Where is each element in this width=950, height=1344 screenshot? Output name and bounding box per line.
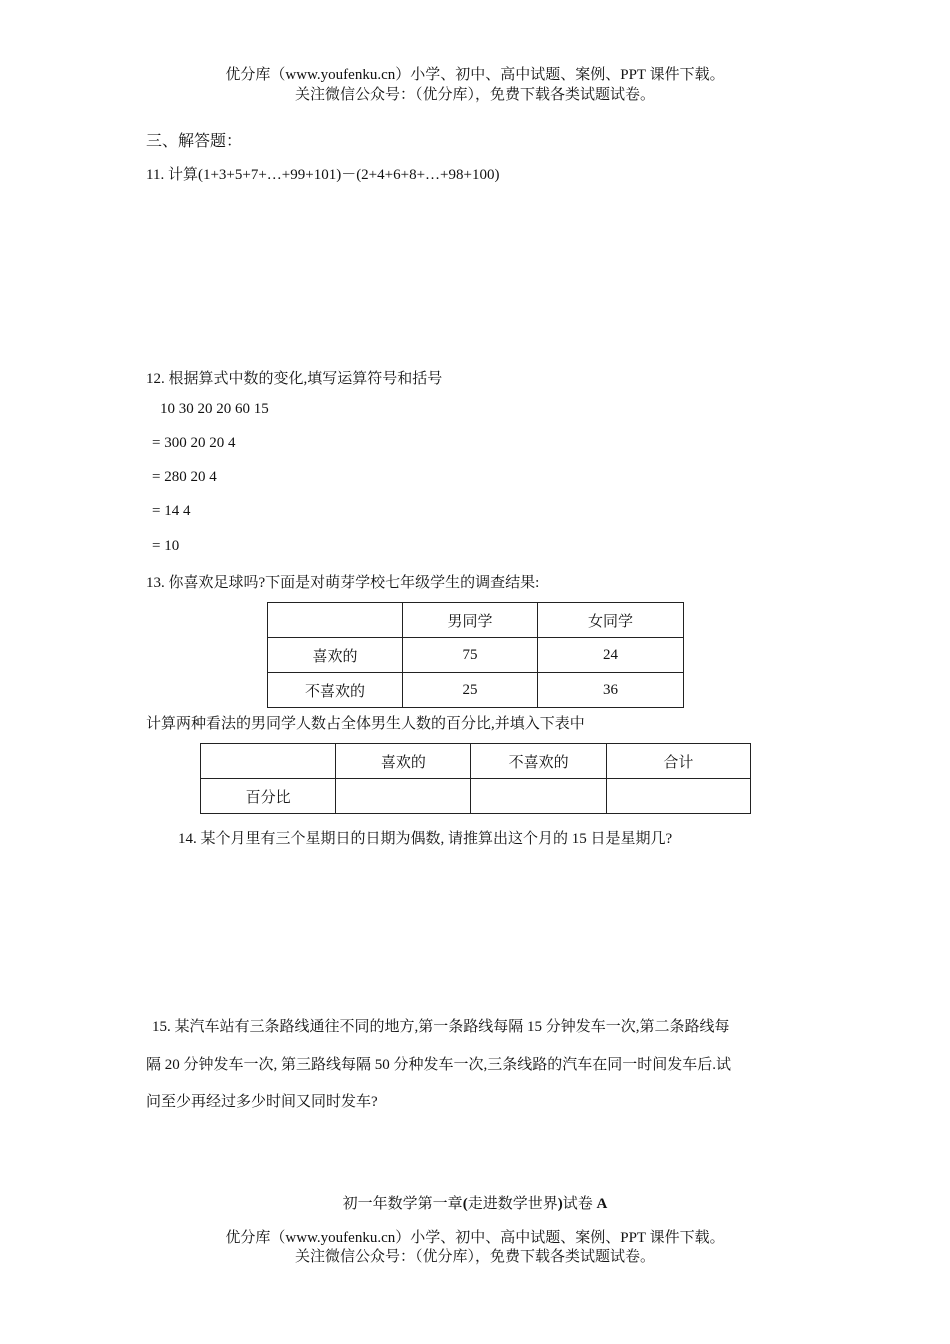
title-part: (: [462, 1196, 468, 1212]
survey-table: [267, 602, 684, 708]
question-15-line-2: 隔 20 分钟发车一次, 第三路线每隔 50 分种发车一次,三条线路的汽车在同一时间发车后.试: [146, 1057, 732, 1073]
q12-calc-line-5: = 10: [152, 538, 180, 554]
table-row: [268, 638, 684, 673]
table-header-cell: 不喜欢的: [471, 744, 606, 779]
q12-calc-line-3: = 280 20 4: [152, 469, 217, 485]
q13-instruction: 计算两种看法的男同学人数占全体男生人数的百分比,并填入下表中: [146, 716, 585, 732]
table-row: [201, 779, 751, 814]
title-part: 试卷: [562, 1196, 597, 1212]
footer-line-1: 优分库（www.youfenku.cn）小学、初中、高中试题、案例、PPT 课件下载。: [225, 1230, 725, 1246]
title-part: ): [557, 1196, 563, 1212]
table-header-cell: 女同学: [538, 603, 684, 638]
q12-calc-line-4: = 14 4: [152, 503, 191, 519]
table-row: [201, 744, 751, 779]
table-header-cell: 男同学: [403, 603, 538, 638]
table-row: [268, 673, 684, 708]
footer-line-2: 关注微信公众号：（优分库），免费下载各类试题试卷。: [294, 1249, 655, 1265]
table-cell: [201, 744, 336, 779]
table-header-cell: 合计: [606, 744, 750, 779]
table-header-cell: 喜欢的: [336, 744, 471, 779]
title-part: A: [596, 1196, 608, 1212]
question-11: 11. 计算(1+3+5+7+…+99+101)－(2+4+6+8+…+98+100): [146, 167, 500, 183]
header-line-2: 关注微信公众号：（优分库），免费下载各类试题试卷。: [294, 87, 655, 103]
table-cell: 75: [403, 638, 538, 673]
title-part: 初一年数学第一章: [342, 1196, 463, 1212]
table-cell: 25: [403, 673, 538, 708]
table-row-label: 喜欢的: [268, 638, 403, 673]
table-cell: 24: [538, 638, 684, 673]
section-title: 三、解答题：: [146, 133, 243, 150]
document-title: [0, 1192, 950, 1213]
table-cell: [336, 779, 471, 814]
question-13: 13. 你喜欢足球吗?下面是对萌芽学校七年级学生的调查结果:: [146, 575, 540, 591]
question-15-line-3: 问至少再经过多少时间又同时发车?: [146, 1094, 378, 1110]
header-line-1: 优分库（www.youfenku.cn）小学、初中、高中试题、案例、PPT 课件下载。: [225, 67, 725, 83]
table-row-label: 百分比: [201, 779, 336, 814]
question-15-line-1: 15. 某汽车站有三条路线通往不同的地方,第一条路线每隔 15 分钟发车一次,第二条路线每: [152, 1019, 730, 1035]
table-cell: 36: [538, 673, 684, 708]
table-cell: [471, 779, 606, 814]
title-part: 走进数学世界: [467, 1196, 558, 1212]
q12-calc-line-1: 10 30 20 20 60 15: [160, 401, 269, 417]
table-cell: [606, 779, 750, 814]
table-cell: [268, 603, 403, 638]
question-12: 12. 根据算式中数的变化,填写运算符号和括号: [146, 371, 443, 387]
table-row-label: 不喜欢的: [268, 673, 403, 708]
question-14: 14. 某个月里有三个星期日的日期为偶数, 请推算出这个月的 15 日是星期几?: [178, 831, 673, 847]
percentage-table: [200, 743, 751, 814]
table-row: [268, 603, 684, 638]
q12-calc-line-2: = 300 20 20 4: [152, 435, 236, 451]
